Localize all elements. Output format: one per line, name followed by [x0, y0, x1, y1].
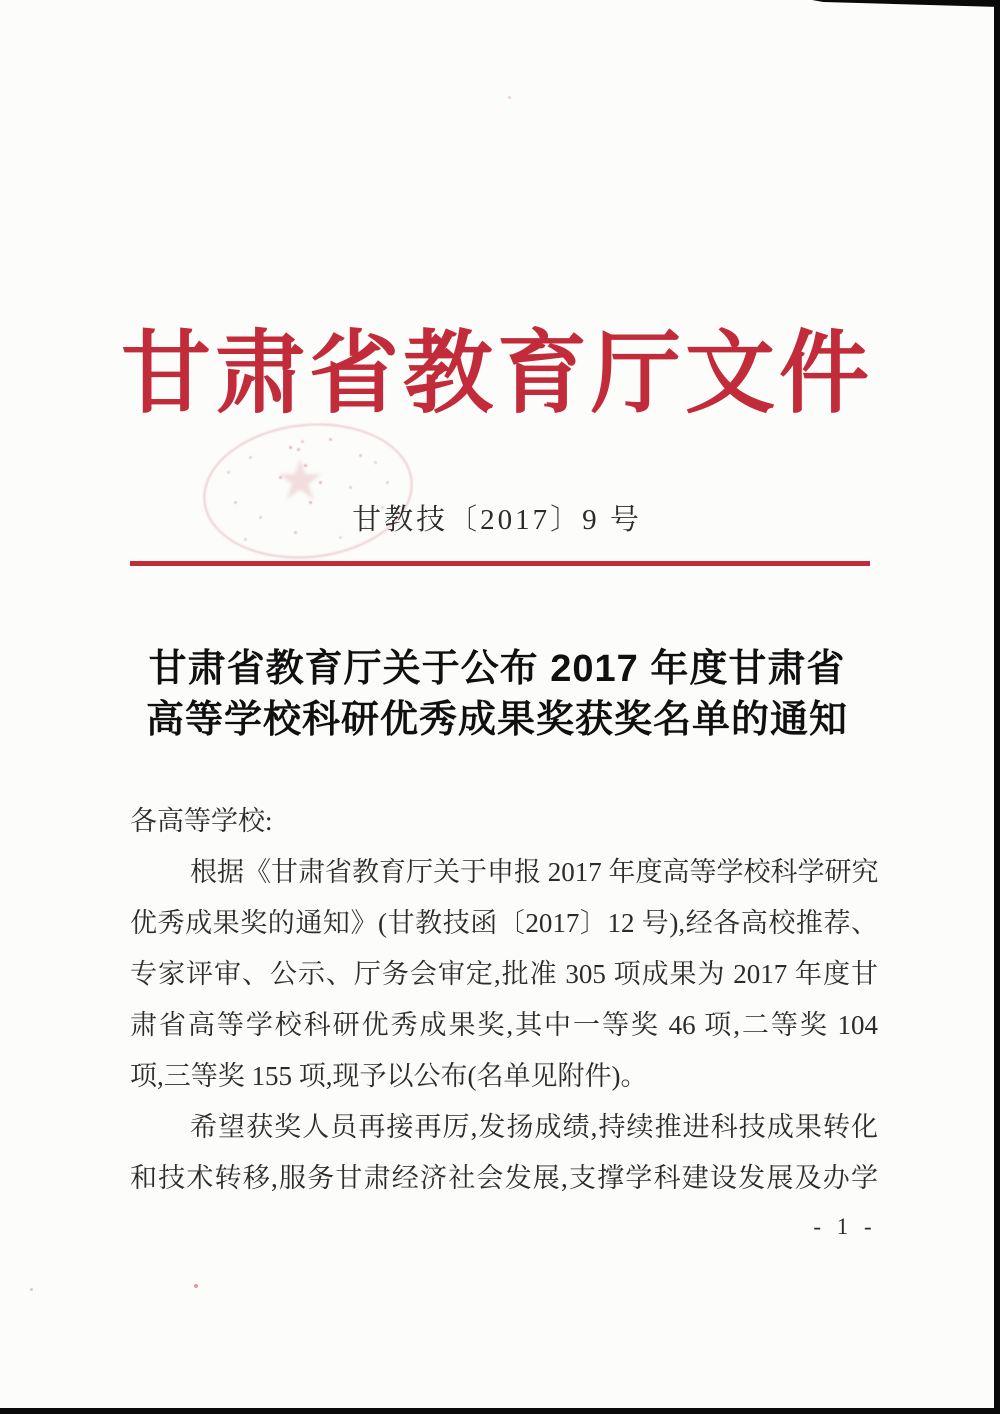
document-number: 甘教技〔2017〕9 号 [352, 504, 642, 536]
title-line-2: 高等学校科研优秀成果奖获奖名单的通知 [145, 699, 848, 741]
body-line: 希望获奖人员再接再厉,发扬成绩,持续推进科技成果转化 [190, 1112, 878, 1142]
document-title [0, 644, 994, 746]
body-line: 项,三等奖 155 项,现予以公布(名单见附件)。 [130, 1061, 648, 1091]
star-icon: ★ [275, 448, 326, 513]
body-line: 肃省高等学校科研优秀成果奖,其中一等奖 46 项,二等奖 104 [130, 1010, 878, 1040]
body-line: 根据《甘肃省教育厅关于申报 2017 年度高等学校科学研究 [190, 857, 879, 887]
seal-ink-speckles [289, 446, 292, 449]
document-header-masthead: 甘肃省教育厅文件 [121, 325, 873, 424]
scan-speck [30, 1288, 33, 1291]
salutation: 各高等学校: [130, 806, 273, 836]
title-line-1: 甘肃省教育厅关于公布 2017 年度甘肃省 [148, 648, 846, 690]
document-body [130, 796, 878, 1204]
body-line: 和技术转移,服务甘肃经济社会发展,支撑学科建设发展及办学 [130, 1163, 878, 1193]
red-separator-line [130, 561, 870, 566]
scan-speck [508, 96, 511, 99]
page-number: - 1 - [813, 1214, 877, 1239]
body-line: 专家评审、公示、厅务会审定,批准 305 项成果为 2017 年度甘 [130, 959, 878, 989]
seal-ring [197, 413, 420, 568]
scan-speck [194, 1284, 198, 1288]
body-line: 优秀成果奖的通知》(甘教技函〔2017〕12 号),经各高校推荐、 [130, 908, 878, 938]
